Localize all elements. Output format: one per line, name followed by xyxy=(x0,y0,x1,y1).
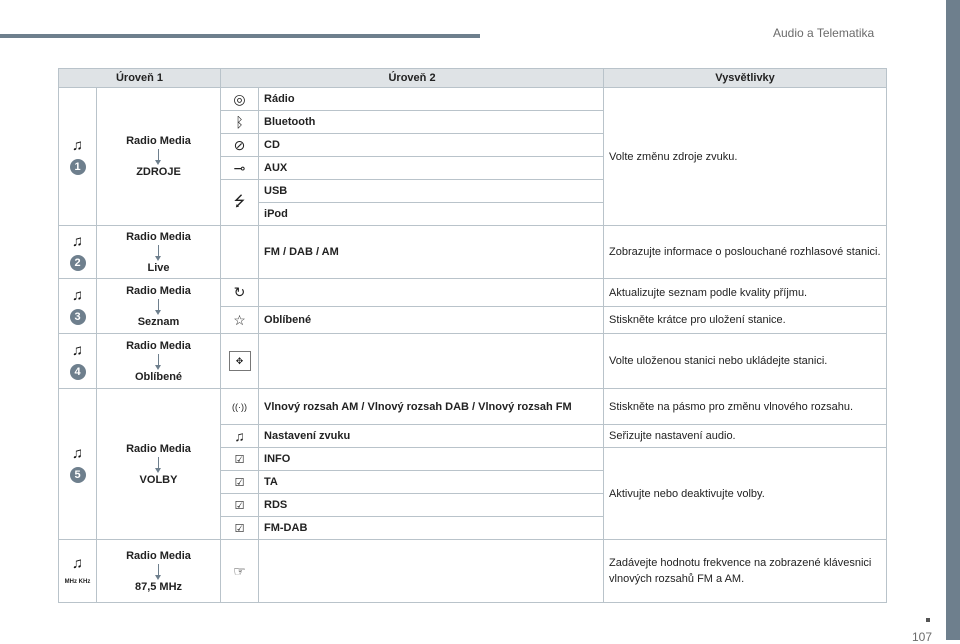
favorite-slot-icon[interactable]: ✥ xyxy=(221,334,259,389)
group-5-marker xyxy=(59,389,97,540)
row-explanation: Volte změnu zdroje zvuku. xyxy=(604,88,887,226)
row-label: CD xyxy=(259,134,604,157)
group-4-menu: Radio Media Oblíbené xyxy=(97,334,221,389)
section-title: Audio a Telematika xyxy=(773,26,875,40)
row-label: AUX xyxy=(259,157,604,180)
row-label xyxy=(259,540,604,603)
music-note-icon: ♫ xyxy=(71,232,84,250)
row-label: INFO xyxy=(259,448,604,471)
header-level1: Úroveň 1 xyxy=(59,69,221,88)
group-1-menu: Radio Media ZDROJE xyxy=(97,88,221,226)
step-number: 4 xyxy=(70,364,86,380)
row-label: FM / DAB / AM xyxy=(259,226,604,279)
row-label: FM-DAB xyxy=(259,517,604,540)
row-label: iPod xyxy=(259,203,604,226)
arrow-down-icon xyxy=(158,245,159,256)
radio-icon: ◎ xyxy=(221,88,259,111)
group-3-marker xyxy=(59,279,97,334)
music-note-icon: ♫ xyxy=(71,444,84,462)
page-dot xyxy=(926,618,930,622)
music-note-icon: ♫ xyxy=(71,286,84,304)
arrow-down-icon xyxy=(158,564,159,575)
arrow-down-icon xyxy=(158,149,159,160)
checkbox-icon[interactable]: ☑ xyxy=(221,494,259,517)
refresh-icon[interactable]: ↻ xyxy=(221,279,259,307)
step-number: 2 xyxy=(70,255,86,271)
step-number: 3 xyxy=(70,309,86,325)
header-level2: Úroveň 2 xyxy=(221,69,604,88)
group-1-marker xyxy=(59,88,97,226)
group-5-menu: Radio Media VOLBY xyxy=(97,389,221,540)
table-row xyxy=(59,279,887,307)
group-6-marker xyxy=(59,540,97,603)
arrow-down-icon xyxy=(158,299,159,310)
music-note-icon: ♫ xyxy=(71,137,84,154)
row-explanation: Aktivujte nebo deaktivujte volby. xyxy=(604,448,887,540)
group-4-marker xyxy=(59,334,97,389)
row-label: Bluetooth xyxy=(259,111,604,134)
group-3-menu: Radio Media Seznam xyxy=(97,279,221,334)
cd-icon: ⊘ xyxy=(221,134,259,157)
mhz-khz-icon: MHz KHz xyxy=(64,579,91,585)
checkbox-icon[interactable]: ☑ xyxy=(221,471,259,494)
row-label: Rádio xyxy=(259,88,604,111)
row-label: USB xyxy=(259,180,604,203)
music-note-icon: ♫ xyxy=(71,341,84,359)
sound-settings-icon[interactable]: ♫ xyxy=(221,425,259,448)
row-explanation: Stiskněte krátce pro uložení stanice. xyxy=(604,307,887,334)
bluetooth-icon: ᛒ xyxy=(221,111,259,134)
table-row xyxy=(59,88,887,111)
arrow-down-icon xyxy=(158,457,159,468)
aux-icon: ⊸ xyxy=(221,157,259,180)
usb-icon: ⭍ xyxy=(221,180,259,226)
row-explanation: Volte uloženou stanici nebo ukládejte stanici. xyxy=(604,334,887,389)
page-number: 107 xyxy=(912,630,933,644)
step-number: 1 xyxy=(70,159,86,175)
group-6-menu: Radio Media 87,5 MHz xyxy=(97,540,221,603)
row-label: Oblíbené xyxy=(259,307,604,334)
keypad-touch-icon[interactable]: ☞ xyxy=(221,540,259,603)
row-explanation: Zadávejte hodnotu frekvence na zobrazené klávesnici vlnových rozsahů FM a AM. xyxy=(604,540,887,603)
checkbox-icon[interactable]: ☑ xyxy=(221,448,259,471)
side-bar xyxy=(946,0,960,640)
table-row xyxy=(59,540,887,603)
menu-table xyxy=(58,68,887,603)
row-label: TA xyxy=(259,471,604,494)
arrow-down-icon xyxy=(158,354,159,365)
step-number: 5 xyxy=(70,467,86,483)
row-explanation: Zobrazujte informace o poslouchané rozhlasové stanici. xyxy=(604,226,887,279)
top-bar xyxy=(0,34,480,38)
table-row xyxy=(59,334,887,389)
table-row xyxy=(59,389,887,425)
music-note-icon: ♫ xyxy=(71,555,84,572)
checkbox-icon[interactable]: ☑ xyxy=(221,517,259,540)
row-explanation: Stiskněte na pásmo pro změnu vlnového rozsahu. xyxy=(604,389,887,425)
table-row xyxy=(59,226,887,279)
row-label xyxy=(259,334,604,389)
row-explanation: Aktualizujte seznam podle kvality příjmu. xyxy=(604,279,887,307)
empty-icon-cell xyxy=(221,226,259,279)
row-label: Vlnový rozsah AM / Vlnový rozsah DAB / Vlnový rozsah FM xyxy=(259,389,604,425)
row-label: Nastavení zvuku xyxy=(259,425,604,448)
group-2-marker xyxy=(59,226,97,279)
header-explanation: Vysvětlivky xyxy=(604,69,887,88)
row-label: RDS xyxy=(259,494,604,517)
star-icon[interactable]: ☆ xyxy=(221,307,259,334)
row-explanation: Seřizujte nastavení audio. xyxy=(604,425,887,448)
row-label xyxy=(259,279,604,307)
header-row xyxy=(59,69,887,88)
band-icon[interactable]: ((·)) xyxy=(221,389,259,425)
group-2-menu: Radio Media Live xyxy=(97,226,221,279)
